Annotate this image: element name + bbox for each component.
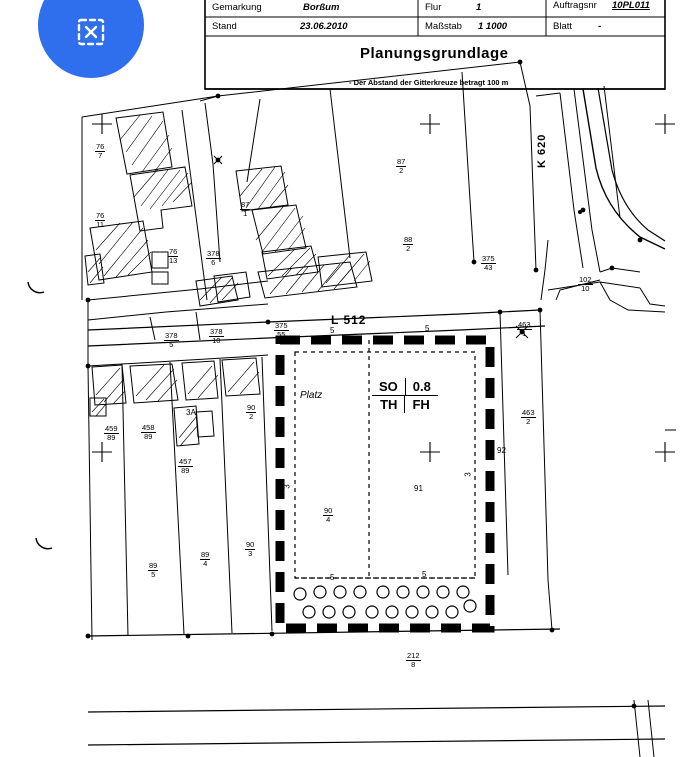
- parcel-label: $\frac{375}{55}$: [275, 321, 288, 339]
- titleblock-gemarkung-label: Gemarkung: [212, 2, 262, 13]
- parcel-label: $\frac{89}{5}$: [149, 561, 158, 579]
- titleblock-auftragsnr-label: Auftragsnr: [553, 0, 597, 11]
- parcel-label: $\frac{87}{2}$: [397, 157, 406, 175]
- titleblock-blatt-label: Blatt: [553, 21, 573, 32]
- parcel-label: $\frac{463}{2}$: [522, 408, 535, 426]
- titleblock-massstab-value: 1 1000: [478, 21, 508, 32]
- parcel-label: $\frac{76}{7}$: [96, 142, 105, 160]
- parcel-label: $\frac{89}{4}$: [201, 550, 210, 568]
- use-code: SO: [379, 379, 398, 394]
- titleblock-auftragsnr-value: 10PL011: [612, 0, 650, 11]
- titleblock-blatt-value: -: [598, 21, 602, 32]
- edge-label-3-left: 3: [282, 484, 292, 489]
- parcel-label: $\frac{88}{2}$: [404, 235, 413, 253]
- plot-number-91: 91: [414, 484, 423, 493]
- titleblock-flur-label: Flur: [425, 2, 442, 13]
- parcel-label: $\frac{212}{8}$: [407, 651, 420, 669]
- house-number-3a: 3A: [186, 408, 196, 417]
- parcel-label: $\frac{378}{6}$: [207, 249, 220, 267]
- parcel-label: $\frac{458}{89}$: [142, 423, 155, 441]
- parcel-label: $\frac{90}{4}$: [324, 506, 333, 524]
- edge-label-3-right: 3: [463, 472, 473, 477]
- road-label-k620: K 620: [536, 133, 548, 168]
- building-type-1: TH: [380, 397, 398, 412]
- parcel-label: $\frac{378}{5}$: [165, 331, 178, 349]
- parcel-label: $\frac{90}{3}$: [246, 540, 255, 558]
- parcel-label: $\frac{76}{13}$: [169, 247, 178, 265]
- document-title: Planungsgrundlage: [360, 45, 509, 62]
- edge-label-5-d: 5: [425, 324, 430, 333]
- titleblock-stand-label: Stand: [212, 21, 237, 32]
- parcel-label: $\frac{87}{1}$: [241, 200, 250, 218]
- grid-spacing-note: - Der Abstand der Gitterkreuze betragt 100 m: [349, 78, 509, 87]
- parcel-label: $\frac{375}{43}$: [482, 254, 495, 272]
- platz-label: Platz: [300, 390, 323, 401]
- plot-number-92: 92: [497, 446, 506, 455]
- gfz-value: 0.8: [412, 379, 431, 394]
- edge-label-5-c: 5: [330, 326, 335, 335]
- parcel-label: $\frac{102}{10}$: [579, 275, 592, 293]
- titleblock-massstab-label: Maßstab: [425, 21, 462, 32]
- building-type-2: FH: [412, 397, 430, 412]
- titleblock-flur-value: 1: [476, 2, 482, 13]
- crop-icon: [74, 15, 108, 49]
- edge-label-5-b: 5: [422, 570, 427, 579]
- road-label-l512: L 512: [331, 313, 367, 327]
- parcel-label: $\frac{90}{2}$: [247, 403, 256, 421]
- parcel-label: $\frac{463}{1}$: [518, 320, 531, 338]
- parcel-label: $\frac{459}{89}$: [105, 424, 118, 442]
- titleblock-stand-value: 23.06.2010: [300, 21, 348, 32]
- edge-label-5-a: 5: [330, 573, 335, 582]
- nutzungsschablone: [372, 378, 438, 413]
- titleblock-gemarkung-value: Borßum: [303, 2, 340, 13]
- parcel-label: $\frac{76}{11}$: [96, 211, 105, 229]
- parcel-label: $\frac{457}{89}$: [179, 457, 192, 475]
- parcel-label: $\frac{378}{10}$: [210, 327, 223, 345]
